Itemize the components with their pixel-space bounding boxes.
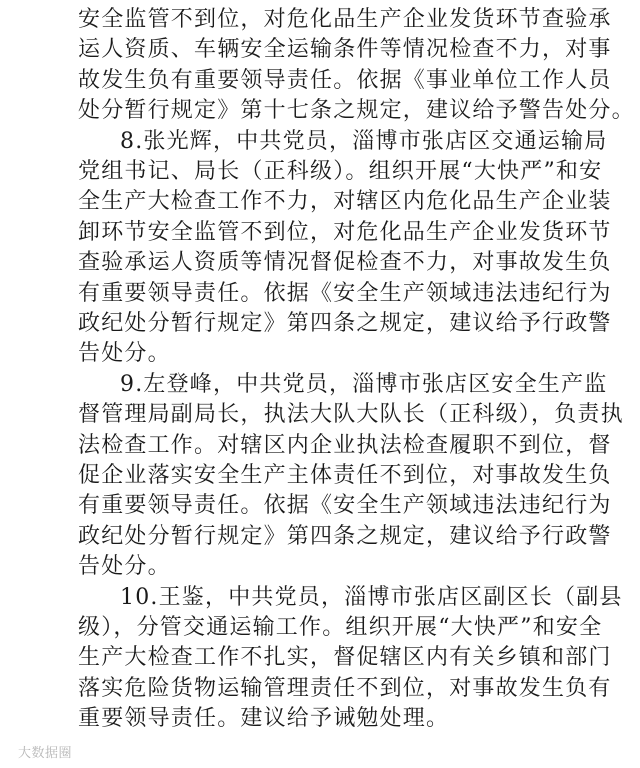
text-line: 9.左登峰，中共党员，淄博市张店区安全生产监 bbox=[120, 371, 608, 397]
text-line: 生产大检查工作不扎实，督促辖区内有关乡镇和部门 bbox=[78, 645, 612, 671]
text-line: 故发生负有重要领导责任。依据《事业单位工作人员 bbox=[78, 67, 612, 93]
text-line: 10.王鉴，中共党员，淄博市张店区副区长（副县 bbox=[120, 584, 623, 610]
text-line: 重要领导责任。建议给予诫勉处理。 bbox=[78, 706, 450, 732]
text-line: 运人资质、车辆安全运输条件等情况检查不力，对事 bbox=[78, 37, 612, 63]
text-line: 处分暂行规定》第十七条之规定，建议给予警告处分。 bbox=[78, 98, 635, 124]
text-line: 告处分。 bbox=[78, 554, 171, 580]
text-line: 政纪处分暂行规定》第四条之规定，建议给予行政警 bbox=[78, 523, 612, 549]
text-line: 全生产大检查工作不力，对辖区内危化品生产企业装 bbox=[78, 189, 612, 215]
text-line: 有重要领导责任。依据《安全生产领域违法违纪行为 bbox=[78, 493, 612, 519]
text-line: 政纪处分暂行规定》第四条之规定，建议给予行政警 bbox=[78, 311, 612, 336]
text-line: 有重要领导责任。依据《安全生产领域违法违纪行为 bbox=[78, 280, 612, 306]
text-line: 8.张光辉，中共党员，淄博市张店区交通运输局 bbox=[120, 128, 608, 154]
text-line: 告处分。 bbox=[78, 341, 171, 367]
watermark-logo: 大数据圈 bbox=[18, 746, 73, 761]
text-line: 落实危险货物运输管理责任不到位，对事故发生负有 bbox=[78, 675, 612, 701]
text-line: 安全监管不到位，对危化品生产企业发货环节查验承 bbox=[78, 7, 612, 32]
text-line: 党组书记、局长（正科级）。组织开展“大快严”和安 bbox=[78, 159, 603, 184]
text-line: 级），分管交通运输工作。组织开展“大快严”和安全 bbox=[78, 615, 603, 640]
text-line: 督管理局副局长，执法大队大队长（正科级），负责执 bbox=[78, 402, 624, 428]
text-line: 查验承运人资质等情况督促检查不力，对事故发生负 bbox=[78, 250, 612, 276]
text-line: 法检查工作。对辖区内企业执法检查履职不到位，督 bbox=[78, 432, 612, 458]
text-line: 卸环节安全监管不到位，对危化品生产企业发货环节 bbox=[78, 219, 612, 245]
text-line: 促企业落实安全生产主体责任不到位，对事故发生负 bbox=[78, 463, 612, 488]
